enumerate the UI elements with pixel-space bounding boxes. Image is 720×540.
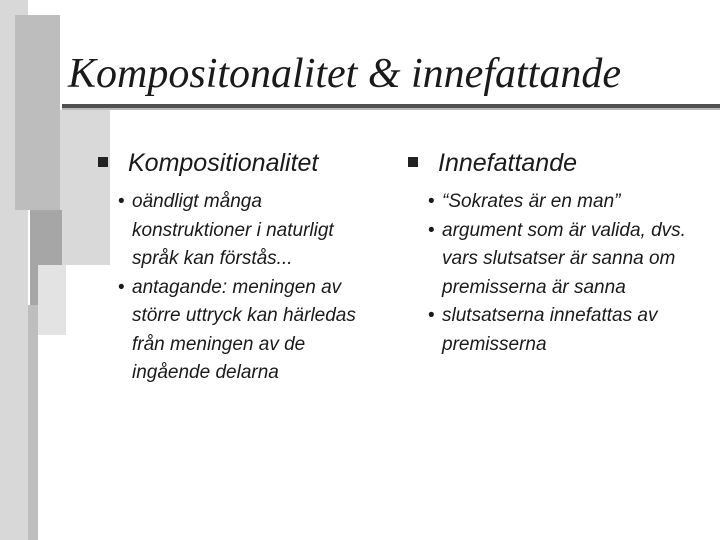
list-item-text: slutsatserna innefattas av premisserna	[442, 305, 658, 355]
square-bullet-icon	[98, 157, 108, 167]
left-item-list	[98, 188, 388, 388]
slide-title: Kompositonalitet & innefattande	[68, 51, 621, 97]
right-heading: Innefattande	[438, 149, 578, 177]
list-item	[408, 217, 697, 303]
right-heading-row	[408, 146, 708, 180]
list-item-text: argument som är valida, dvs. vars slutsatser är sanna om premisserna är sanna	[442, 219, 686, 298]
list-item	[408, 302, 697, 359]
dot-bullet-icon: •	[118, 191, 125, 212]
decorative-block	[15, 15, 60, 210]
list-item	[408, 188, 697, 217]
dot-bullet-icon: •	[428, 219, 435, 241]
left-heading: Kompositionalitet	[128, 149, 319, 177]
right-column	[408, 146, 708, 359]
title-divider-shadow	[62, 108, 720, 110]
decorative-block	[38, 265, 66, 335]
list-item	[98, 188, 372, 274]
square-bullet-icon	[408, 157, 418, 167]
dot-bullet-icon: •	[428, 191, 435, 212]
dot-bullet-icon: •	[118, 276, 125, 298]
list-item-text: oändligt många konstruktioner i naturligt språk kan förstås...	[132, 191, 334, 269]
left-column	[98, 146, 388, 388]
list-item	[98, 274, 372, 388]
list-item-text: “Sokrates är en man”	[442, 191, 621, 212]
decorative-bar	[28, 305, 38, 540]
list-item-text: antagande: meningen av större uttryck kan härledas från meningen av de ingående delarna	[132, 276, 356, 383]
right-item-list	[408, 188, 708, 359]
left-heading-row	[98, 146, 388, 180]
dot-bullet-icon: •	[428, 305, 435, 326]
